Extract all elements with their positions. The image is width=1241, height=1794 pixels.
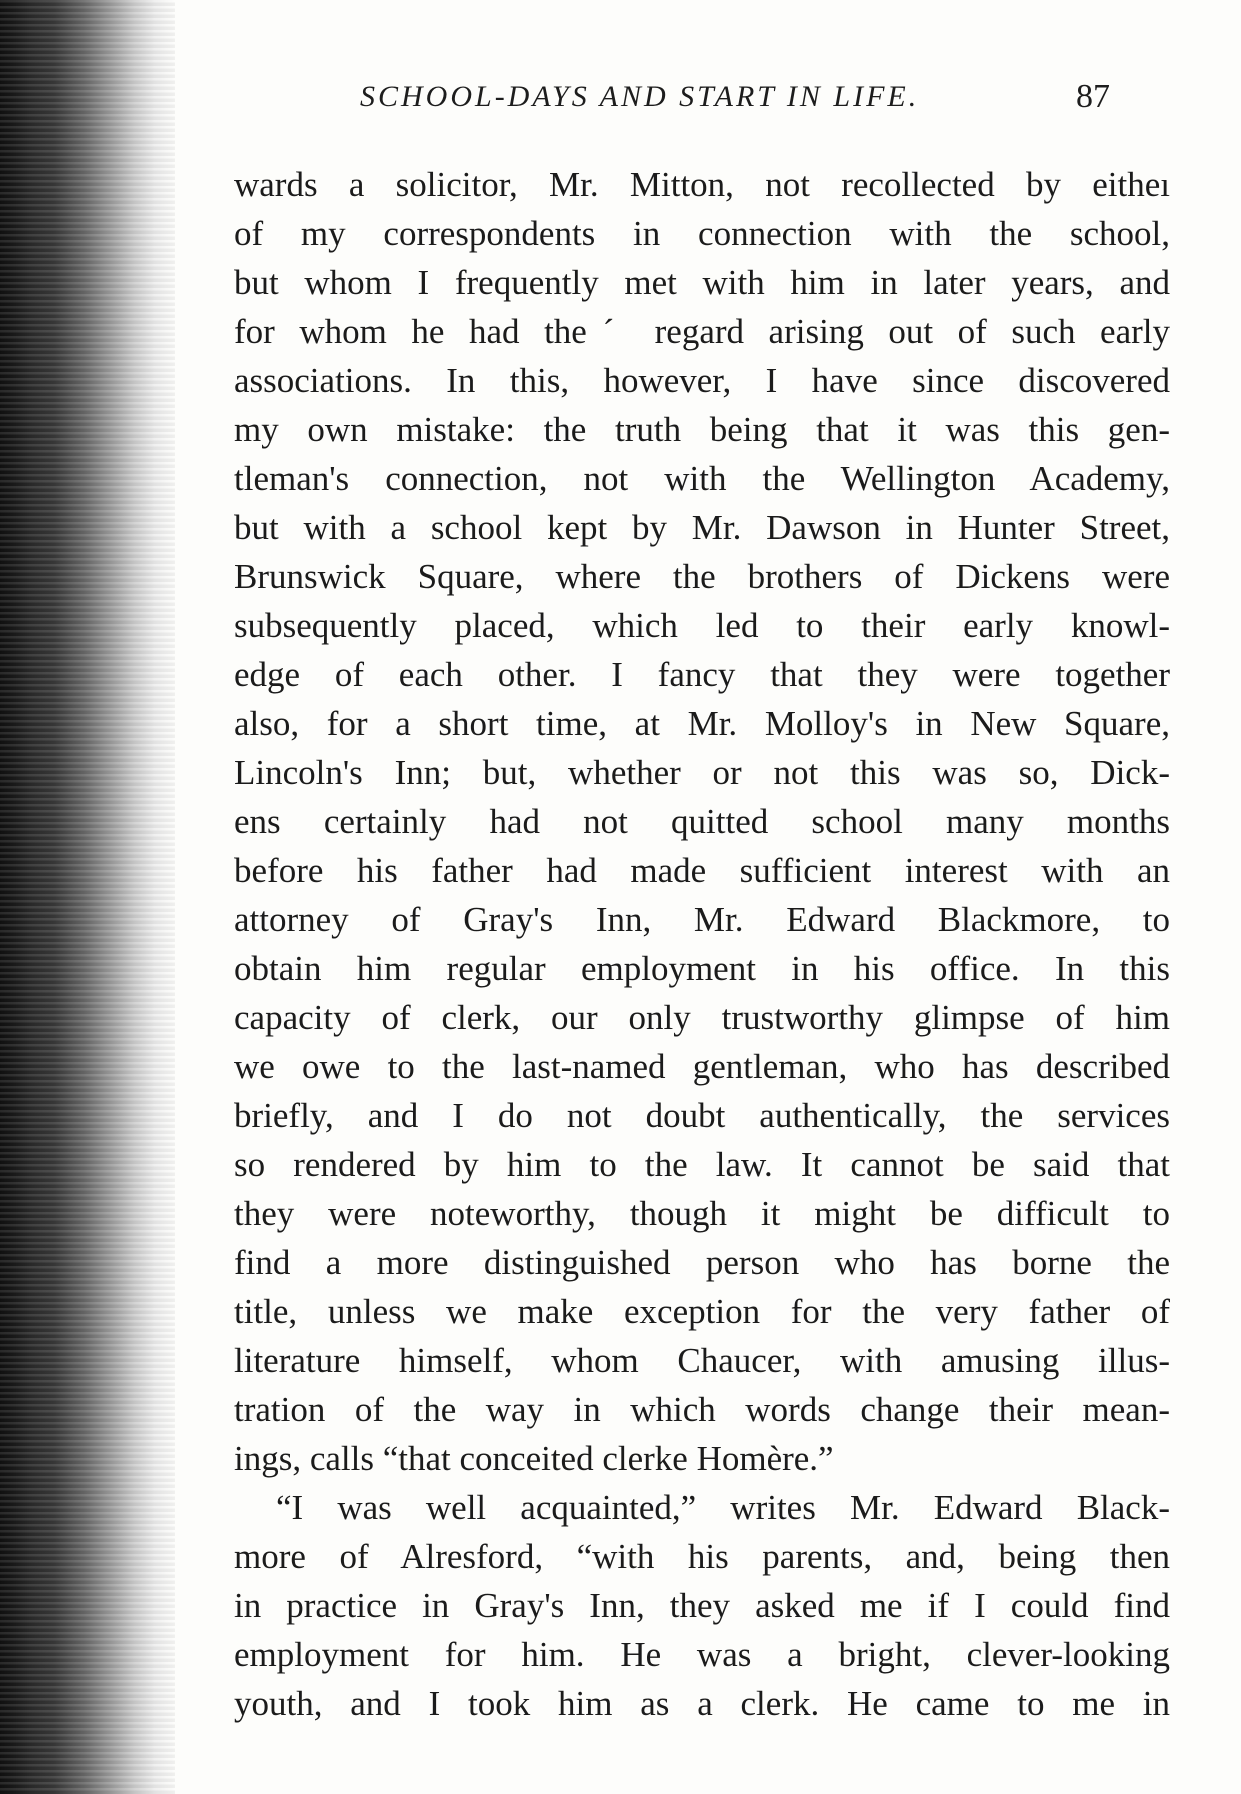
text-line-paragraph-end: ings, calls “that conceited clerke Homère.” <box>234 1439 834 1478</box>
text-line: also, for a short time, at Mr. Molloy's in New Square, <box>234 704 1170 743</box>
body-text <box>234 160 1170 1728</box>
text-line: so rendered by him to the law. It cannot be said that <box>234 1145 1170 1184</box>
text-line: find a more distinguished person who has borne the <box>234 1243 1170 1282</box>
text-line: associations. In this, however, I have since discovered <box>234 361 1170 400</box>
text-line: tleman's connection, not with the Wellington Academy, <box>234 459 1170 498</box>
text-line: ens certainly had not quitted school many months <box>234 802 1170 841</box>
text-line: capacity of clerk, our only trustworthy glimpse of him <box>234 998 1170 1037</box>
text-line: in practice in Gray's Inn, they asked me if I could find <box>234 1586 1170 1625</box>
text-line: briefly, and I do not doubt authentically, the services <box>234 1096 1170 1135</box>
text-line: but whom I frequently met with him in later years, and <box>234 263 1170 302</box>
text-line: Lincoln's Inn; but, whether or not this was so, Dick- <box>234 753 1170 792</box>
running-title: SCHOOL-DAYS AND START IN LIFE. <box>360 80 920 113</box>
text-line: for whom he had theˊ regard arising out of such early <box>234 312 1170 351</box>
text-line: of my correspondents in connection with the school, <box>234 214 1170 253</box>
text-line: we owe to the last-named gentleman, who has described <box>234 1047 1170 1086</box>
text-line-paragraph-start: “I was well acquainted,” writes Mr. Edward Black- <box>276 1488 1170 1527</box>
text-line: employment for him. He was a bright, clever-looking <box>234 1635 1170 1674</box>
running-head <box>240 72 1170 122</box>
text-line: literature himself, whom Chaucer, with amusing illus- <box>234 1341 1170 1380</box>
text-line: wards a solicitor, Mr. Mitton, not recollected by eitheı <box>234 165 1170 204</box>
scanned-gutter-shadow <box>0 0 175 1794</box>
text-line: more of Alresford, “with his parents, and, being then <box>234 1537 1170 1576</box>
text-line: title, unless we make exception for the very father of <box>234 1292 1170 1331</box>
page-number: 87 <box>1076 78 1110 115</box>
text-line: subsequently placed, which led to their early knowl- <box>234 606 1170 645</box>
text-line: my own mistake: the truth being that it was this gen- <box>234 410 1170 449</box>
text-line: Brunswick Square, where the brothers of Dickens were <box>234 557 1170 596</box>
text-line: but with a school kept by Mr. Dawson in Hunter Street, <box>234 508 1170 547</box>
text-line: obtain him regular employment in his office. In this <box>234 949 1170 988</box>
text-line: edge of each other. I fancy that they were together <box>234 655 1170 694</box>
text-line: before his father had made sufficient interest with an <box>234 851 1170 890</box>
text-line: tration of the way in which words change their mean- <box>234 1390 1170 1429</box>
text-line: attorney of Gray's Inn, Mr. Edward Blackmore, to <box>234 900 1170 939</box>
text-line: they were noteworthy, though it might be difficult to <box>234 1194 1170 1233</box>
text-line: youth, and I took him as a clerk. He came to me in <box>234 1684 1170 1723</box>
